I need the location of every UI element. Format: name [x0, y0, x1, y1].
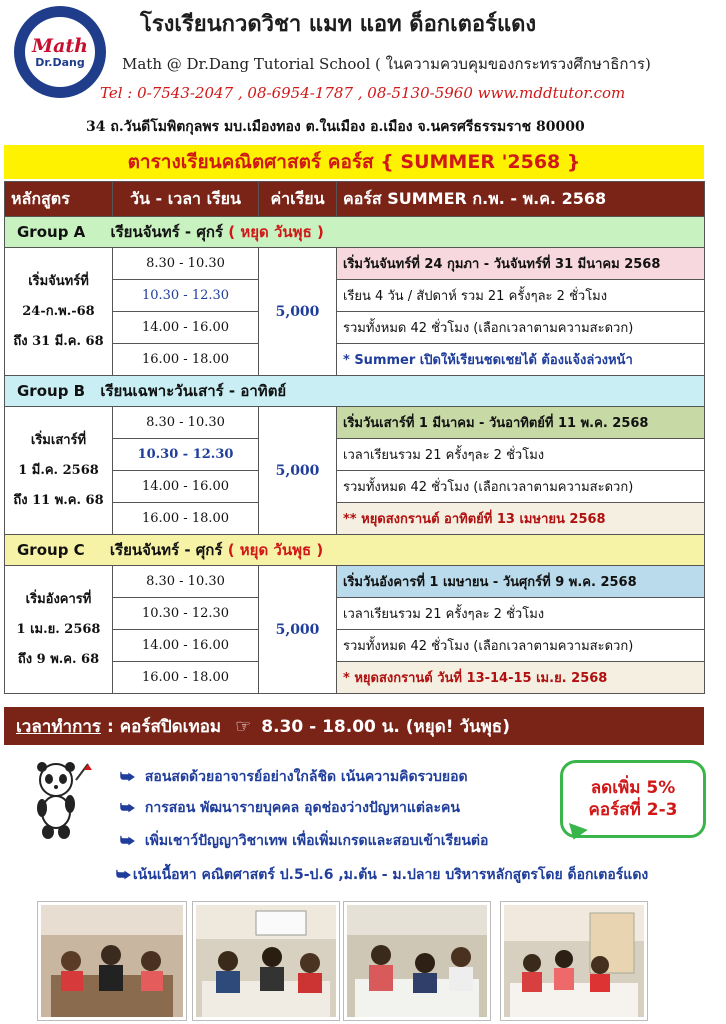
arrow-right-icon: ⮩ — [120, 831, 135, 850]
table-header-row — [5, 182, 705, 217]
time-slot: 8.30 - 10.30 — [113, 248, 259, 280]
promo-line-2: คอร์สที่ 2-3 — [588, 800, 678, 820]
time-slot: 16.00 - 18.00 — [113, 344, 259, 376]
office-hours-bar — [4, 707, 704, 745]
group-b-start — [5, 407, 113, 535]
feature-item — [116, 864, 648, 886]
group-c-info-3: รวมทั้งหมด 42 ชั่วโมง (เลือกเวลาตามความสะดวก) — [337, 630, 705, 662]
time-slot: 8.30 - 10.30 — [113, 407, 259, 439]
start-line: เริ่มเสาร์ที่ — [30, 432, 87, 448]
group-c-info-4: * หยุดสงกรานต์ วันที่ 13-14-15 เม.ย. 2568 — [337, 662, 705, 694]
start-line: เริ่มอังคารที่ — [25, 591, 92, 607]
arrow-right-icon: ⮩ — [120, 767, 135, 786]
time-slot: 16.00 - 18.00 — [113, 662, 259, 694]
time-slot: 14.00 - 16.00 — [113, 471, 259, 503]
office-hours-text: : คอร์สปิดเทอม — [107, 716, 222, 737]
group-a-row — [5, 217, 705, 248]
schedule-table — [4, 181, 705, 694]
school-phone-web: Tel : 0-7543-2047 , 08-6954-1787 , 08-5130-5960 www.mddtutor.com — [100, 84, 626, 102]
time-slot: 10.30 - 12.30 — [113, 439, 259, 471]
header-day-time: วัน - เวลา เรียน — [113, 182, 259, 217]
time-slot: 10.30 - 12.30 — [113, 598, 259, 630]
feature-item — [120, 797, 460, 819]
time-slot: 14.00 - 16.00 — [113, 312, 259, 344]
start-line: 1 เม.ย. 2568 — [16, 621, 101, 637]
group-c-title — [5, 535, 705, 566]
group-a-title — [5, 217, 705, 248]
discount-promo-bubble — [560, 760, 706, 838]
feature-text: เน้นเนื้อหา คณิตศาสตร์ ป.5-ป.6 ,ม.ต้น - ม.ปลาย บริหารหลักสูตรโดย ด็อกเตอร์แดง — [132, 867, 649, 883]
start-line: 1 มี.ค. 2568 — [18, 462, 99, 478]
group-b-row — [5, 376, 705, 407]
time-slot: 10.30 - 12.30 — [113, 280, 259, 312]
group-c-row — [5, 535, 705, 566]
start-line: ถึง 31 มี.ค. 68 — [13, 333, 104, 349]
arrow-right-icon: ⮩ — [116, 865, 131, 884]
office-hours-time: 8.30 - 18.00 น. (หยุด! วันพุธ) — [261, 716, 510, 737]
feature-item — [120, 766, 468, 788]
group-b-name: Group B — [17, 382, 86, 400]
table-row — [5, 407, 705, 439]
group-a-days-note: ( หยุด วันพุธ ) — [228, 223, 324, 241]
time-slot: 14.00 - 16.00 — [113, 630, 259, 662]
time-slot: 8.30 - 10.30 — [113, 566, 259, 598]
start-line: 24-ก.พ.-68 — [22, 303, 95, 319]
group-b-info-4: ** หยุดสงกรานต์ อาทิตย์ที่ 13 เมษายน 2568 — [337, 503, 705, 535]
group-b-title — [5, 376, 705, 407]
header-summer-course: คอร์ส SUMMER ก.พ. - พ.ค. 2568 — [337, 182, 705, 217]
group-a-fee: 5,000 — [259, 248, 337, 376]
header-course: หลักสูตร — [5, 182, 113, 217]
feature-text: สอนสดด้วยอาจารย์อย่างใกล้ชิด เน้นความคิดรวบยอด — [144, 769, 468, 785]
group-b-info-2: เวลาเรียนรวม 21 ครั้งๆละ 2 ชั่วโมง — [337, 439, 705, 471]
group-c-name: Group C — [17, 541, 85, 559]
panda-mascot-icon — [30, 760, 92, 840]
school-logo-inner — [25, 17, 95, 87]
start-line: ถึง 11 พ.ค. 68 — [13, 492, 104, 508]
group-c-info-1: เริ่มวันอังคารที่ 1 เมษายน - วันศุกร์ที่ 9 พ.ค. 2568 — [337, 566, 705, 598]
group-a-start — [5, 248, 113, 376]
school-subtitle: Math @ Dr.Dang Tutorial School ( ในความควบคุมของกระทรวงศึกษาธิการ) — [122, 55, 651, 73]
time-slot: 16.00 - 18.00 — [113, 503, 259, 535]
table-row — [5, 248, 705, 280]
group-b-fee: 5,000 — [259, 407, 337, 535]
arrow-right-icon: ⮩ — [120, 798, 135, 817]
schedule-table-wrapper — [4, 181, 704, 694]
group-a-days: เรียนจันทร์ - ศุกร์ — [110, 223, 224, 241]
feature-item — [120, 830, 488, 852]
group-a-info-4: * Summer เปิดให้เรียนชดเชยได้ ต้องแจ้งล่วงหน้า — [337, 344, 705, 376]
classroom-photo-3 — [344, 902, 490, 1020]
group-c-days-note: ( หยุด วันพุธ ) — [227, 541, 324, 559]
office-hours-label: เวลาทำการ — [16, 716, 102, 737]
school-logo — [14, 6, 106, 98]
table-row — [5, 566, 705, 598]
group-a-info-1: เริ่มวันจันทร์ที่ 24 กุมภา - วันจันทร์ที่ 31 มีนาคม 2568 — [337, 248, 705, 280]
group-c-start — [5, 566, 113, 694]
group-b-info-3: รวมทั้งหมด 42 ชั่วโมง (เลือกเวลาตามความสะดวก) — [337, 471, 705, 503]
group-a-info-2: เรียน 4 วัน / สัปดาห์ รวม 21 ครั้งๆละ 2 ชั่วโมง — [337, 280, 705, 312]
group-c-info-2: เวลาเรียนรวม 21 ครั้งๆละ 2 ชั่วโมง — [337, 598, 705, 630]
group-c-days: เรียนจันทร์ - ศุกร์ — [109, 541, 223, 559]
school-name: โรงเรียนกวดวิชา แมท แอท ด็อกเตอร์แดง — [140, 11, 537, 37]
start-line: ถึง 9 พ.ค. 68 — [17, 651, 100, 667]
header-fee: ค่าเรียน — [259, 182, 337, 217]
group-b-info-1: เริ่มวันเสาร์ที่ 1 มีนาคม - วันอาทิตย์ที่ 11 พ.ค. 2568 — [337, 407, 705, 439]
classroom-photo-2 — [193, 902, 339, 1020]
schedule-title-banner: ตารางเรียนคณิตศาสตร์ คอร์ส { SUMMER '2568 } — [4, 145, 704, 179]
classroom-photo-1 — [38, 902, 186, 1020]
school-address: 34 ถ.วันดีโมพิตกุลพร มบ.เมืองทอง ต.ในเมือง อ.เมือง จ.นครศรีธรรมราช 80000 — [86, 119, 585, 135]
logo-text-math: Math — [32, 34, 88, 57]
group-a-info-3: รวมทั้งหมด 42 ชั่วโมง (เลือกเวลาตามความสะดวก) — [337, 312, 705, 344]
logo-text-drdang: Dr.Dang — [35, 55, 85, 69]
start-line: เริ่มจันทร์ที่ — [28, 273, 89, 289]
promo-line-1: ลดเพิ่ม 5% — [590, 778, 676, 798]
feature-text: การสอน พัฒนารายบุคคล อุดช่องว่างปัญหาแต่ละคน — [144, 800, 460, 816]
group-c-fee: 5,000 — [259, 566, 337, 694]
group-a-name: Group A — [17, 223, 86, 241]
group-b-days: เรียนเฉพาะวันเสาร์ - อาทิตย์ — [100, 382, 287, 400]
pointing-hand-icon: ☞ — [235, 715, 252, 737]
classroom-photo-4 — [501, 902, 647, 1020]
feature-text: เพิ่มเชาว์ปัญญาวิชาเทพ เพื่อเพิ่มเกรดและสอบเข้าเรียนต่อ — [144, 833, 489, 849]
